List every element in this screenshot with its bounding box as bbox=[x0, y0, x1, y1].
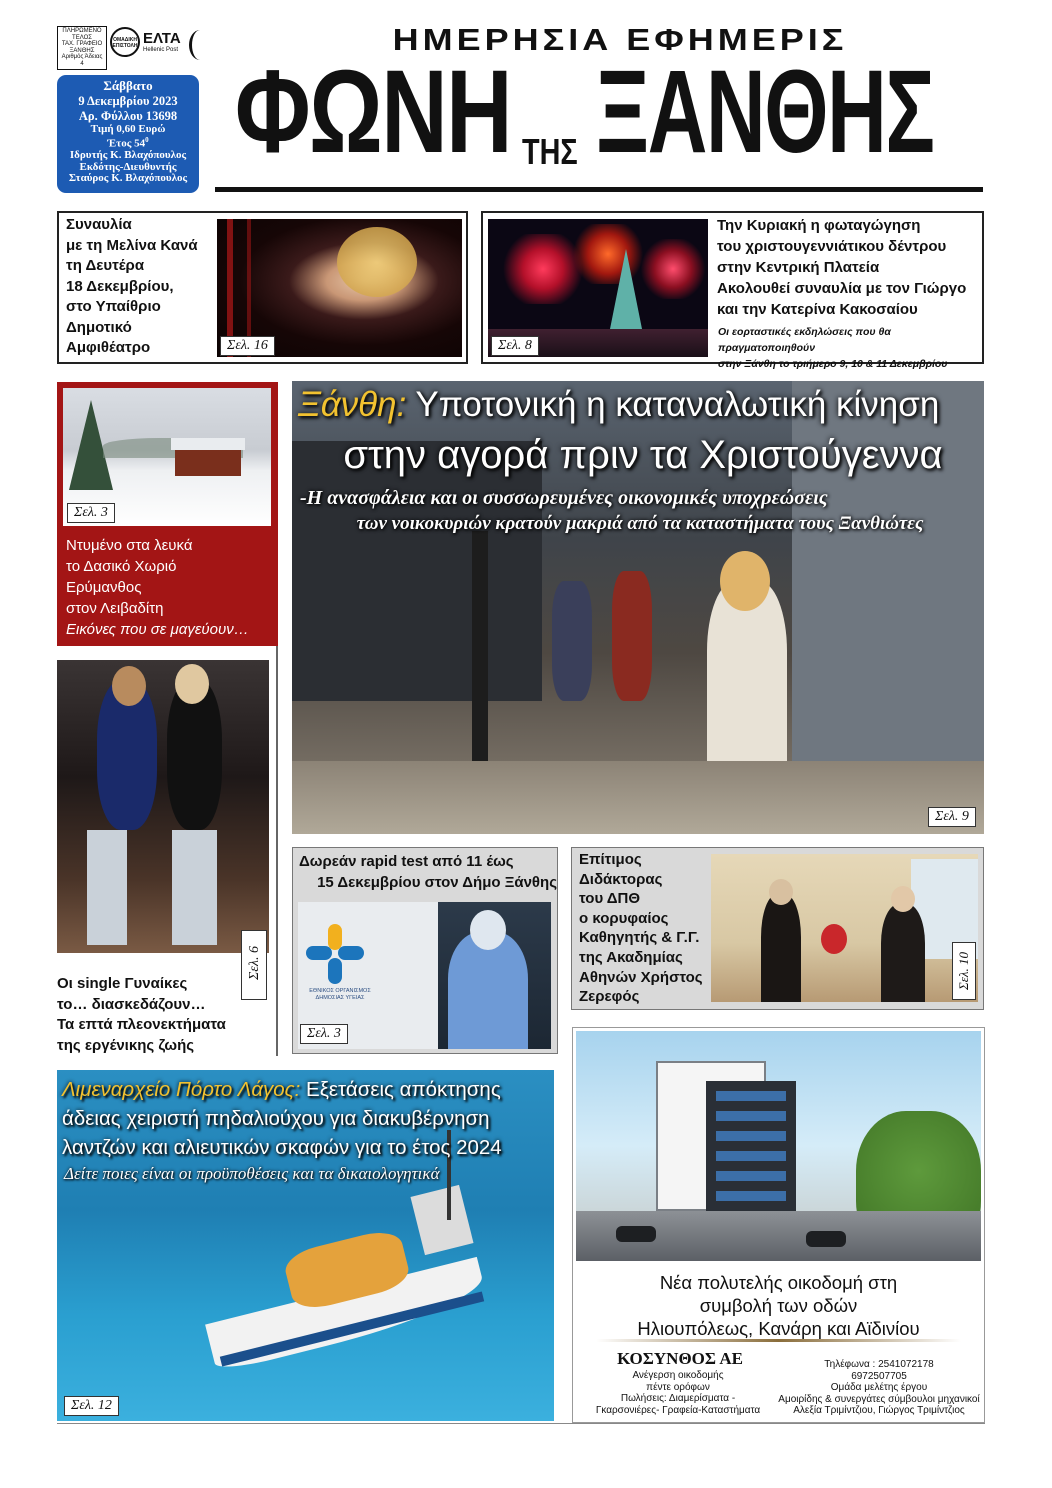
masthead-name-right: ΞΑΝΘΗΣ bbox=[596, 46, 934, 178]
ad-title-rule bbox=[596, 1339, 961, 1342]
group-letter-stamp bbox=[110, 27, 140, 57]
main-sub2: των νοικοκυριών κρατούν μακριά από τα καταστήματα τους Ξανθιώτες bbox=[356, 513, 924, 534]
doctor-page-ref[interactable]: Σελ. 10 bbox=[952, 942, 976, 1000]
issue-price: Τιμή 0,60 Ευρώ bbox=[90, 123, 166, 135]
elta-sub: Hellenic Post bbox=[143, 47, 179, 53]
stamp-text: ΟΜΑΔΙΚΗ ΕΠΙΣΤΟΛΗ bbox=[112, 37, 138, 49]
bottom-rule bbox=[57, 1423, 985, 1424]
ad-left-info: Ανέγερση οικοδομής πέντε ορόφων Πωλήσεις: Διαμερίσματα - Γκαρσονιέρες- Γραφεία-Καταστήματα bbox=[595, 1370, 761, 1416]
tree-page-ref[interactable]: Σελ. 8 bbox=[491, 336, 539, 356]
ad-phone2: 6972507705 bbox=[851, 1370, 907, 1382]
main-page-ref[interactable]: Σελ. 9 bbox=[928, 807, 976, 827]
postage-line5: Αριθμός Άδειας bbox=[61, 54, 103, 60]
port-sub: Δείτε ποιες είναι οι προϋποθέσεις και τα δικαιολογητικά bbox=[64, 1164, 440, 1183]
left-column-rule bbox=[276, 646, 278, 1056]
issue-day: Σάββατο bbox=[103, 78, 153, 93]
masthead-name-the: ΤΗΣ bbox=[522, 131, 578, 172]
masthead-top-title: ΗΜΕΡΗΣΙΑ ΕΦΗΜΕΡΙΣ bbox=[392, 22, 848, 57]
ad-company: ΚΟΣΥΝΘΟΣ ΑΕ bbox=[617, 1349, 743, 1368]
issue-publisher-title: Εκδότης-Διευθυντής bbox=[79, 160, 177, 173]
postage-line1: ΠΛΗΡΩΜΕΝΟ bbox=[62, 28, 102, 34]
elta-bird-icon bbox=[189, 30, 211, 60]
tree-subtext: Οι εορταστικές εκδηλώσεις που θα πραγματοποιηθούν στην Ξάνθη το τριήμερο 9, 10 & 11 Δεκεμβρίου bbox=[718, 326, 948, 370]
building-render[interactable] bbox=[576, 1031, 981, 1261]
masthead-rule bbox=[215, 187, 983, 192]
main-headline-line1[interactable] bbox=[298, 382, 988, 428]
main-headline-line2[interactable]: στην αγορά πριν τα Χριστούγεννα bbox=[343, 433, 943, 477]
elta-logo bbox=[143, 30, 213, 66]
doctor-ceremony-photo[interactable] bbox=[711, 854, 978, 1002]
doctor-text[interactable]: Επίτιμος Διδάκτορας του ΔΠΘ ο κορυφαίος Καθηγητής & Γ.Γ. της Ακαδημίας Αθηνών Χρήστος Ζερεφός bbox=[579, 851, 703, 1006]
issue-publisher: Σταύρος Κ. Βλαχόπουλος bbox=[68, 172, 188, 185]
ad-phone: Τηλέφωνα : 2541072178 bbox=[824, 1359, 934, 1370]
single-page-ref[interactable]: Σελ. 6 bbox=[241, 930, 267, 1000]
snow-page-ref[interactable]: Σελ. 3 bbox=[67, 503, 115, 523]
elta-text: ΕΛΤΑ bbox=[143, 30, 181, 47]
postage-line4: ΞΑΝΘΗΣ bbox=[69, 47, 95, 54]
single-text[interactable]: Οι single Γυναίκες το… διασκεδάζουν… Τα επτά πλεονεκτήματα της εργένικης ζωής bbox=[57, 975, 226, 1054]
tree-text[interactable]: Την Κυριακή η φωταγώγηση του χριστουγεννιάτικου δέντρου στην Κεντρική Πλατεία Ακολουθεί συναυλία με τον Γιώργο και την Κατερίνα Κακοσαίου bbox=[717, 217, 967, 318]
snow-text[interactable]: Ντυμένο στα λευκά το Δασικό Χωριό Ερύμανθος στον Λειβαδίτη Εικόνες που σε μαγεύουν… bbox=[66, 537, 249, 638]
masthead-name-left: ΦΩΝΗ bbox=[235, 46, 512, 178]
concert-text[interactable]: Συναυλία με τη Μελίνα Κανά τη Δευτέρα 18 Δεκεμβρίου, στο Υπαίθριο Δημοτικό Αμφιθέατρο bbox=[66, 216, 198, 356]
postage-line6: 4 bbox=[80, 60, 84, 67]
main-headline1: Υποτονική η καταναλωτική κίνηση bbox=[415, 385, 940, 424]
main-sub1: -Η ανασφάλεια και οι συσσωρευμένες οικονομικές υποχρεώσεις bbox=[300, 487, 828, 509]
rapid-text[interactable]: Δωρεάν rapid test από 11 έως 15 Δεκεμβρίου στον Δήμο Ξάνθης bbox=[299, 853, 557, 891]
concert-page-ref[interactable]: Σελ. 16 bbox=[220, 336, 275, 356]
issue-date: 9 Δεκεμβρίου 2023 bbox=[78, 94, 178, 108]
port-page-ref[interactable]: Σελ. 12 bbox=[64, 1396, 119, 1416]
ad-title: Νέα πολυτελής οικοδομή στη συμβολή των οδών Ηλιουπόλεως, Κανάρη και Αϊδινίου bbox=[637, 1272, 920, 1339]
eody-text: ΕΘΝΙΚΟΣ ΟΡΓΑΝΙΣΜΟΣ ΔΗΜΟΣΙΑΣ ΥΓΕΙΑΣ bbox=[309, 988, 371, 1001]
eody-logo bbox=[306, 924, 366, 984]
issue-number: Αρ. Φύλλου 13698 bbox=[78, 109, 178, 123]
port-kicker: Λιμεναρχείο Πόρτο Λάγος: bbox=[62, 1078, 301, 1101]
single-women-photo[interactable] bbox=[57, 660, 269, 953]
issue-year: Έτος $54^0$ bbox=[107, 136, 149, 151]
postage-line2: ΤΕΛΟΣ bbox=[72, 34, 92, 41]
ad-right-info: Τηλέφωνα : 2541072178 6972507705 Ομάδα μελέτης έργου Αμοιρίδης & συνεργάτες σύμβουλοι μηχανικοί Αλεξία Τριμίντζιου, Γιώργος Τριμίντζιος bbox=[775, 1359, 983, 1417]
port-headline[interactable]: Λιμεναρχείο Πόρτο Λάγος: Εξετάσεις απόκτησης άδειας χειριστή πηδαλιούχου για διακυβέρνηση λαντζών και αλιευτικών σκαφών για το έτος 2024 bbox=[62, 1078, 502, 1159]
issue-founder: Ιδρυτής Κ. Βλαχόπουλος bbox=[69, 149, 187, 162]
postage-box bbox=[57, 26, 107, 70]
main-kicker: Ξάνθη: bbox=[298, 385, 407, 424]
rapid-page-ref[interactable]: Σελ. 3 bbox=[300, 1024, 348, 1044]
postage-line3: ΤΑΧ. ΓΡΑΦΕΙΟ bbox=[61, 41, 103, 47]
issue-info-box bbox=[57, 75, 199, 193]
